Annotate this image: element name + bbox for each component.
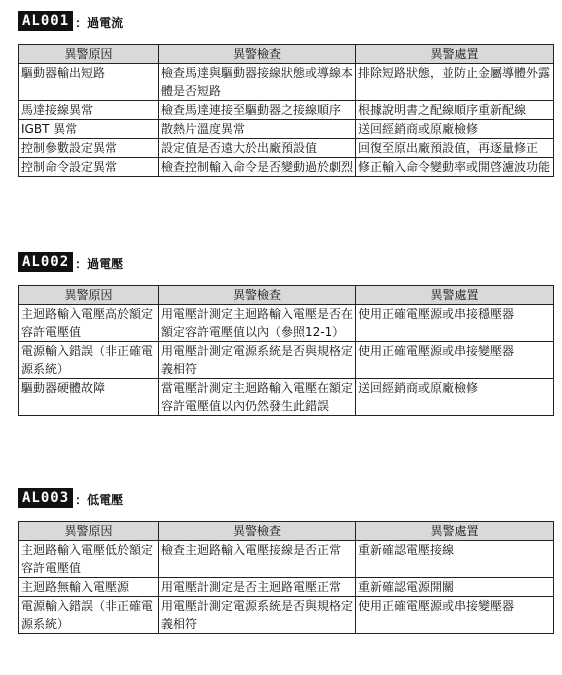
alarm-table <box>18 521 554 634</box>
action-cell: 回復至原出廠預設值，再逐量修正 <box>356 139 554 158</box>
header-cause: 異警原因 <box>19 522 159 541</box>
check-cell: 用電壓計測定電源系統是否與規格定義相符 <box>159 342 356 379</box>
header-action: 異警處置 <box>356 286 554 305</box>
table-row <box>19 101 554 120</box>
header-check: 異警檢查 <box>159 286 356 305</box>
check-cell: 散熱片溫度異常 <box>159 120 356 139</box>
section-heading <box>18 486 553 508</box>
action-cell: 送回經銷商或原廠檢修 <box>356 120 554 139</box>
check-cell: 檢查主迴路輸入電壓接線是否正常 <box>159 541 356 578</box>
cause-cell: IGBT 異常 <box>19 120 159 139</box>
header-check: 異警檢查 <box>159 45 356 64</box>
cause-cell: 馬達接線異常 <box>19 101 159 120</box>
alarm-title: ：過電流 <box>75 16 124 30</box>
action-cell: 使用正確電壓源或串接穩壓器 <box>356 305 554 342</box>
action-cell: 排除短路狀態，並防止金屬導體外露 <box>356 64 554 101</box>
table-header-row <box>19 286 554 305</box>
alarm-code-badge: AL001 <box>18 11 73 31</box>
action-cell: 根據說明書之配線順序重新配線 <box>356 101 554 120</box>
alarm-title: ：過電壓 <box>75 257 124 271</box>
table-header-row <box>19 522 554 541</box>
alarm-table <box>18 44 554 177</box>
cause-cell: 驅動器硬體故障 <box>19 379 159 416</box>
cause-cell: 主迴路輸入電壓低於額定容許電壓值 <box>19 541 159 578</box>
table-row <box>19 597 554 634</box>
action-cell: 使用正確電壓源或串接變壓器 <box>356 342 554 379</box>
alarm-section-al001 <box>18 9 553 177</box>
table-row <box>19 342 554 379</box>
table-header-row <box>19 45 554 64</box>
check-cell: 用電壓計測定電源系統是否與規格定義相符 <box>159 597 356 634</box>
table-row <box>19 379 554 416</box>
table-row <box>19 139 554 158</box>
alarm-title: ：低電壓 <box>75 493 124 507</box>
cause-cell: 主迴路輸入電壓高於額定容許電壓值 <box>19 305 159 342</box>
alarm-section-al002 <box>18 250 553 416</box>
header-cause: 異警原因 <box>19 286 159 305</box>
header-action: 異警處置 <box>356 45 554 64</box>
header-cause: 異警原因 <box>19 45 159 64</box>
action-cell: 修正輸入命令變動率或開啓濾波功能 <box>356 158 554 177</box>
cause-cell: 電源輸入錯誤（非正確電源系統） <box>19 597 159 634</box>
action-cell: 重新確認電壓接線 <box>356 541 554 578</box>
table-row <box>19 64 554 101</box>
action-cell: 使用正確電壓源或串接變壓器 <box>356 597 554 634</box>
alarm-code-badge: AL002 <box>18 252 73 272</box>
table-row <box>19 578 554 597</box>
table-row <box>19 158 554 177</box>
check-cell: 檢查控制輸入命令是否變動過於劇烈 <box>159 158 356 177</box>
alarm-table <box>18 285 554 416</box>
cause-cell: 控制命令設定異常 <box>19 158 159 177</box>
cause-cell: 驅動器輸出短路 <box>19 64 159 101</box>
check-cell: 用電壓計測定是否主迴路電壓正常 <box>159 578 356 597</box>
table-row <box>19 120 554 139</box>
table-row <box>19 305 554 342</box>
cause-cell: 控制參數設定異常 <box>19 139 159 158</box>
check-cell: 檢查馬達連接至驅動器之接線順序 <box>159 101 356 120</box>
action-cell: 重新確認電源開關 <box>356 578 554 597</box>
section-heading <box>18 9 553 31</box>
action-cell: 送回經銷商或原廠檢修 <box>356 379 554 416</box>
check-cell: 用電壓計測定主迴路輸入電壓是否在額定容許電壓值以內（參照12-1） <box>159 305 356 342</box>
header-action: 異警處置 <box>356 522 554 541</box>
alarm-code-badge: AL003 <box>18 488 73 508</box>
header-check: 異警檢查 <box>159 522 356 541</box>
check-cell: 設定值是否遠大於出廠預設值 <box>159 139 356 158</box>
section-heading <box>18 250 553 272</box>
check-cell: 當電壓計測定主迴路輸入電壓在額定容許電壓值以內仍然發生此錯誤 <box>159 379 356 416</box>
check-cell: 檢查馬達與驅動器接線狀態或導線本體是否短路 <box>159 64 356 101</box>
table-row <box>19 541 554 578</box>
cause-cell: 電源輸入錯誤（非正確電源系統） <box>19 342 159 379</box>
alarm-section-al003 <box>18 486 553 634</box>
cause-cell: 主迴路無輸入電壓源 <box>19 578 159 597</box>
